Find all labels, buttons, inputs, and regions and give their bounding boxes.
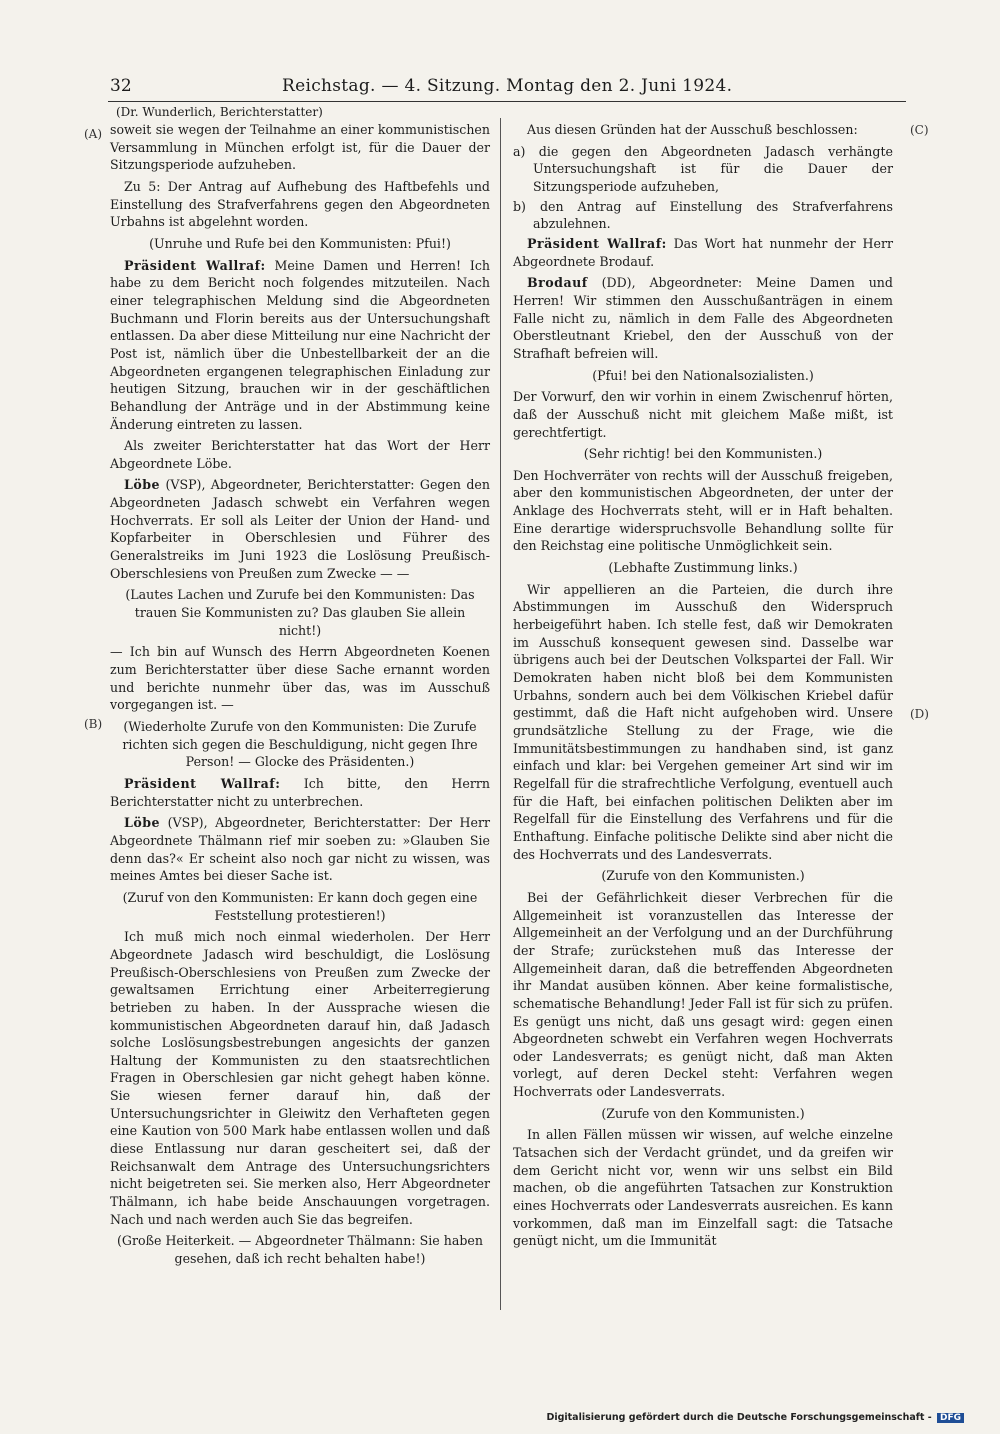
paragraph: Den Hochverräter von rechts will der Ausschuß freigeben, aber den kommunistischen Abgeordneten, der unter der Anklage des Hochverrats steht, will er in Haft behalten. Eine derartige widerspruchsvolle Behandlung sollte für den Reichstag eine politische Unmöglichkeit sein. — [513, 467, 893, 554]
speech-paragraph — [110, 476, 490, 582]
paragraph: soweit sie wegen der Teilnahme an einer kommunistischen Versammlung in München erfolgt ist, für die Dauer der Sitzungsperiode aufzuheben. — [110, 122, 490, 173]
page-number: 32 — [110, 76, 132, 96]
speech-text: Meine Damen und Herren! Ich habe zu dem Bericht noch folgendes mitzuteilen. Nach einer telegraphischen Meldung sind die Abgeordneten Buchmann und Florin bereits aus der Untersuchungshaft entlassen. Da aber diese Mitteilung nur eine Nachricht der Post ist, nämlich über die Unbestellbarkeit der an die Abgeordneten ergangenen telegraphischen Einladung zur heutigen Sitzung, brauchen wir in der geschäftlichen Behandlung der Anträge und in der Abstimmung keine Änderung eintreten zu lassen. — [110, 257, 490, 432]
speech-paragraph — [513, 235, 893, 270]
margin-mark-b: (B) — [84, 717, 103, 731]
interjection: (Unruhe und Rufe bei den Kommunisten: Pfui!) — [149, 235, 451, 251]
dfg-logo: DFG — [937, 1413, 964, 1423]
interjection: (Wiederholte Zurufe von den Kommunisten: Die Zurufe richten sich gegen die Beschuldigung, nicht gegen Ihre Person! — Glocke des Präsidenten.) — [122, 719, 478, 770]
speaker-name: Brodauf — [527, 275, 588, 291]
interjection: (Pfui! bei den Nationalsozialisten.) — [592, 367, 814, 383]
speech-paragraph — [110, 814, 490, 885]
margin-mark-d: (D) — [910, 707, 929, 721]
left-column — [110, 121, 490, 1272]
margin-mark-c: (C) — [910, 123, 929, 137]
speaker-name: Löbe — [124, 477, 161, 493]
interjection: (Lautes Lachen und Zurufe bei den Kommunisten: Das trauen Sie Kommunisten zu? Das glauben Sie allein nicht!) — [125, 587, 475, 638]
paragraph: Als zweiter Berichterstatter hat das Wort der Herr Abgeordnete Löbe. — [110, 438, 490, 471]
running-speaker-note: (Dr. Wunderlich, Berichterstatter) — [116, 105, 323, 119]
paragraph: Der Vorwurf, den wir vorhin in einem Zwischenruf hörten, daß der Ausschuß nicht mit gleichem Maße mißt, ist gerechtfertigt. — [513, 389, 893, 440]
paragraph: In allen Fällen müssen wir wissen, auf welche einzelne Tatsachen sich der Verdacht gründet, und da greifen wir dem Gericht nicht vor, wenn wir uns selbst ein Bild machen, ob die angeführten Tatsachen zur Konstruktion eines Hochverrats oder Landesverrats ausreichen. Es kann vorkommen, daß man im Einzelfall sagt: die Tatsache genügt nicht, um die Immunität — [513, 1127, 893, 1249]
margin-mark-a: (A) — [84, 127, 103, 141]
speech-paragraph — [110, 775, 490, 810]
speech-text: Das Wort hat nunmehr der Herr Abgeordnete Brodauf. — [513, 235, 893, 269]
speech-paragraph — [110, 257, 490, 434]
interjection: (Lebhafte Zustimmung links.) — [608, 560, 798, 576]
speech-text: (VSP), Abgeordneter, Berichterstatter: Gegen den Abgeordneten Jadasch schwebt ein Verfahren wegen Hochverrats. Er soll als Leiter der Union der Hand- und Kopfarbeiter in Oberschlesien und Führer des Generalstreiks im Juni 1923 die Loslösung Preußisch-Oberschlesiens von Preußen zum Zwecke — — — [110, 477, 490, 581]
footer-text: Digitalisierung gefördert durch die Deutsche Forschungsgemeinschaft - — [546, 1412, 932, 1423]
footer — [546, 1412, 964, 1423]
interjection: (Zurufe von den Kommunisten.) — [601, 1105, 805, 1121]
right-column — [513, 121, 893, 1254]
list-item: b) den Antrag auf Einstellung des Strafverfahrens abzulehnen. — [513, 198, 893, 232]
speech-text: (DD), Abgeordneter: Meine Damen und Herren! Wir stimmen den Ausschußanträgen in einem Falle nicht zu, nämlich in dem Falle des Abgeordneten Oberstleutnant Kriebel, den der Ausschuß von der Strafhaft befreien will. — [513, 275, 893, 361]
paragraph: Wir appellieren an die Parteien, die durch ihre Abstimmungen im Ausschuß den Widerspruch herbeigeführt haben. Ich stelle fest, daß wir Demokraten im Ausschuß konsequent gewesen sind. Dasselbe war übrigens auch bei der Deutschen Volkspartei der Fall. Wir Demokraten haben nicht bloß bei dem Kommunisten Urbahns, sondern auch bei dem Völkischen Kriebel dafür gestimmt, daß die Haft nicht aufgehoben wird. Unsere grundsätzliche Stellung zu der Frage, wie die Immunitätsbestimmungen zu handhaben sind, ist ganz einfach und klar: bei Vergehen gemeiner Art sind wir im Regelfall für die strafrechtliche Verfolgung, eventuell auch für die Haft, bei einfachen politischen Delikten aber im Regelfall für die Einstellung des Verfahrens und für die Enthaftung. Einfache politische Delikte sind aber nicht die des Hochverrats und des Landesverrats. — [513, 581, 893, 862]
header-rule — [108, 101, 906, 102]
paragraph: Zu 5: Der Antrag auf Aufhebung des Haftbefehls und Einstellung des Strafverfahrens gegen den Abgeordneten Urbahns ist abgelehnt worden. — [110, 178, 490, 230]
column-divider — [500, 118, 501, 1310]
interjection: (Zurufe von den Kommunisten.) — [601, 868, 805, 884]
speech-text: Ich bitte, den Herrn Berichterstatter nicht zu unterbrechen. — [110, 775, 490, 809]
interjection: (Große Heiterkeit. — Abgeordneter Thälmann: Sie haben gesehen, daß ich recht behalten habe!) — [117, 1233, 483, 1267]
speech-paragraph — [513, 274, 893, 362]
speech-text: (VSP), Abgeordneter, Berichterstatter: Der Herr Abgeordnete Thälmann rief mir soeben zu: »Glauben Sie denn das?« Er scheint also noch gar nicht zu wissen, was meines Amtes bei dieser Sache ist. — [110, 815, 490, 884]
speaker-name: Löbe — [124, 815, 161, 831]
paragraph: Ich muß mich noch einmal wiederholen. Der Herr Abgeordnete Jadasch wird beschuldigt, die Loslösung Preußisch-Oberschlesiens von Preußen zum Zwecke der gewaltsamen Errichtung einer Arbeiterregierung betrieben zu haben. In der Aussprache wiesen die kommunistischen Abgeordneten darauf hin, daß Jadasch solche Loslösungsbestrebungen angesichts der ganzen Haltung der Kommunisten zu den staatsrechtlichen Fragen in Oberschlesien gar nicht gehegt haben könne. Sie wiesen ferner darauf hin, daß der Untersuchungsrichter in Gleiwitz den Verhafteten gegen eine Kaution von 500 Mark habe entlassen wollen und daß diese Entlassung nur daran gescheitert sei, daß der Reichsanwalt dem Antrage des Untersuchungsrichters nicht beigetreten sei. Sie merken also, Herr Abgeordneter Thälmann, ich habe beide Anschauungen vorgetragen. Nach und nach werden auch Sie das begreifen. — [110, 929, 490, 1227]
page-title: Reichstag. — 4. Sitzung. Montag den 2. Juni 1924. — [282, 76, 733, 96]
speaker-name: Präsident Wallraf: — [124, 775, 281, 791]
speaker-name: Präsident Wallraf: — [124, 257, 266, 273]
paragraph: Bei der Gefährlichkeit dieser Verbrechen für die Allgemeinheit ist voranzustellen das Interesse der Allgemeinheit an der Verfolgung und an der Durchführung der Strafe; zurückstehen muß das Interesse der Allgemeinheit daran, daß die betreffenden Abgeordneten ihr Mandat ausüben können. Aber keine formalistische, schematische Behandlung! Jeder Fall ist für sich zu prüfen. Es genügt uns nicht, daß uns gesagt wird: gegen einen Abgeordneten schwebt ein Verfahren wegen Hochverrats oder Landesverrats; es genügt nicht, daß man Akten vorlegt, auf deren Deckel steht: Verfahren wegen Hochverrats oder Landesverrats. — [513, 889, 893, 1100]
page-header — [110, 76, 905, 102]
speaker-name: Präsident Wallraf: — [527, 235, 667, 251]
interjection: (Zuruf von den Kommunisten: Er kann doch gegen eine Feststellung protestieren!) — [122, 889, 478, 923]
list-item: a) die gegen den Abgeordneten Jadasch verhängte Untersuchungshaft ist für die Dauer der Sitzungsperiode aufzuheben, — [513, 143, 893, 194]
paragraph: — Ich bin auf Wunsch des Herrn Abgeordneten Koenen zum Berichterstatter über diese Sache ernannt worden und berichte nunmehr über das, was im Ausschuß vorgegangen ist. — — [110, 644, 490, 713]
paragraph: Aus diesen Gründen hat der Ausschuß beschlossen: — [527, 122, 858, 137]
interjection: (Sehr richtig! bei den Kommunisten.) — [583, 446, 823, 462]
